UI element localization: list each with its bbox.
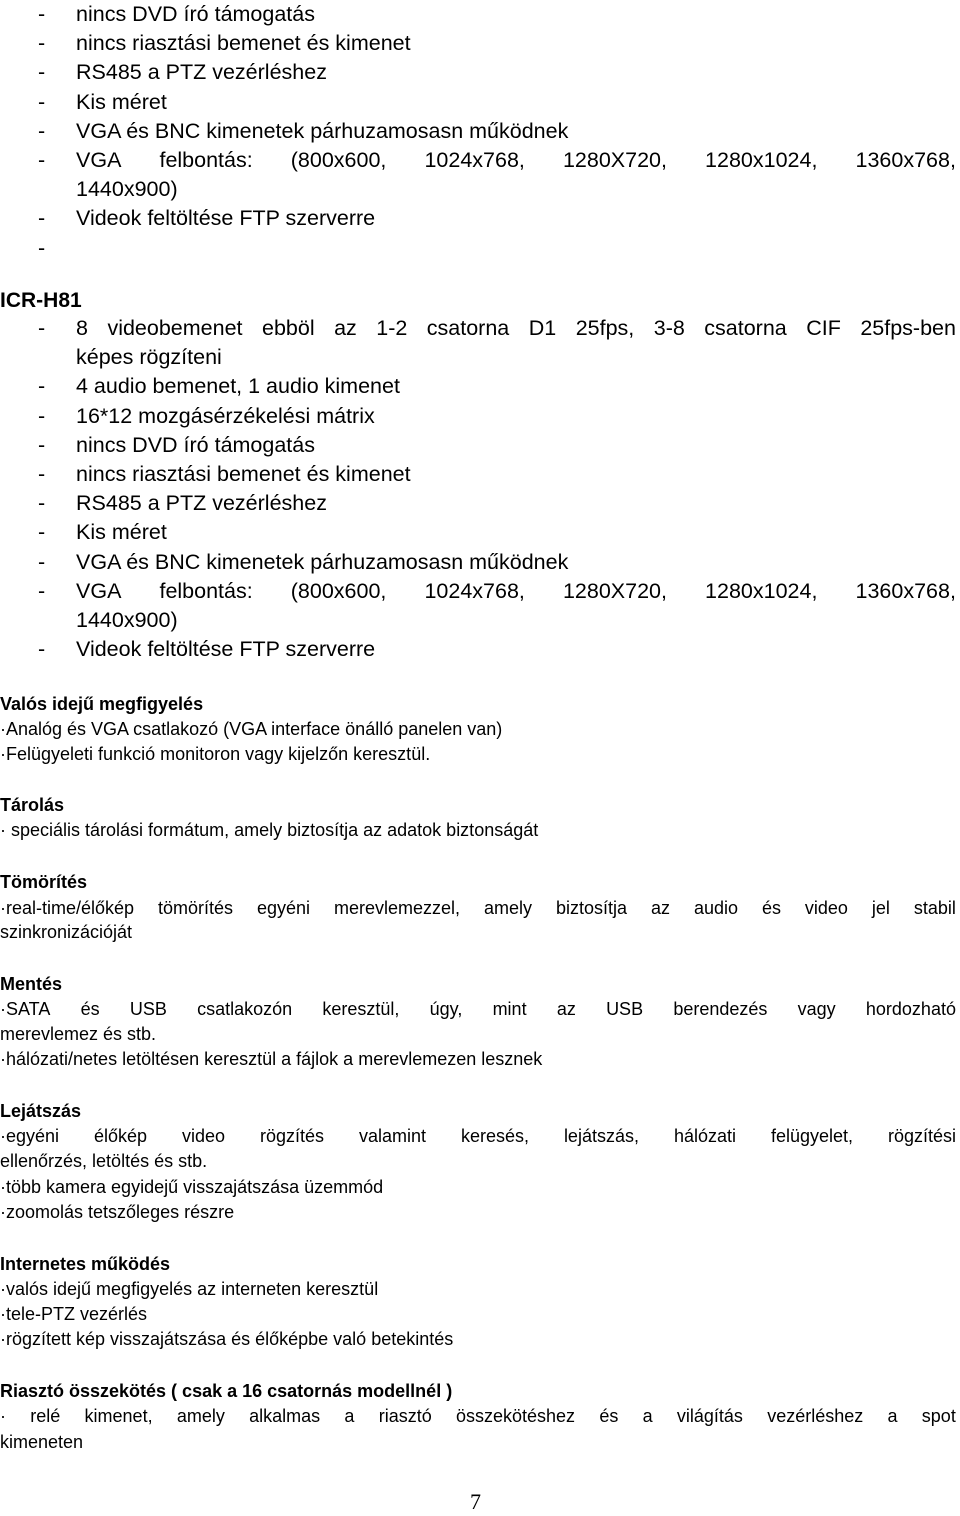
justified-line: VGA felbontás: (800x600, 1024x768, 1280X720, 1280x1024, 1360x768, bbox=[76, 578, 956, 603]
justified-line: VGA felbontás: (800x600, 1024x768, 1280X720, 1280x1024, 1360x768, bbox=[76, 148, 956, 173]
justified-line: · relé kimenet, amely alkalmas a riasztó összekötéshez és a világítás vezérléshez a spot bbox=[0, 1406, 956, 1426]
section-line: · speciális tárolási formátum, amely biztosítja az adatok biztonságát bbox=[0, 820, 539, 840]
model-heading: ICR-H81 bbox=[0, 289, 82, 312]
list-item-text: Kis méret bbox=[76, 520, 167, 545]
list-item-text: 16*12 mozgásérzékelési mátrix bbox=[76, 403, 375, 428]
justified-line: ·real-time/élőkép tömörítés egyéni merevlemezzel, amely biztosítja az audio és video jel stabil bbox=[0, 898, 956, 918]
list-item-text: RS485 a PTZ vezérléshez bbox=[76, 60, 327, 85]
section-line: szinkronizációját bbox=[0, 922, 133, 942]
section-heading-storage: Tárolás bbox=[0, 795, 65, 815]
justified-line: ·egyéni élőkép video rögzítés valamint keresés, lejátszás, hálózati felügyelet, rögzítési bbox=[0, 1126, 956, 1146]
list-item-continuation: 1440x900) bbox=[76, 608, 178, 633]
section-line: ·tele-PTZ vezérlés bbox=[0, 1304, 148, 1324]
list-item: - nincs riasztási bemenet és kimenet bbox=[38, 462, 411, 487]
list-item: - VGA és BNC kimenetek párhuzamosasn működnek bbox=[38, 118, 569, 143]
list-item-text: Kis méret bbox=[76, 89, 167, 114]
feature-list-previous-model bbox=[0, 0, 960, 263]
list-item: - RS485 a PTZ vezérléshez bbox=[38, 491, 327, 516]
page-number: 7 bbox=[470, 1489, 481, 1514]
section-line: merevlemez és stb. bbox=[0, 1024, 157, 1044]
list-item-text: nincs DVD író támogatás bbox=[76, 2, 315, 26]
list-item-empty: - bbox=[38, 235, 46, 260]
list-item: - nincs DVD író támogatás bbox=[38, 432, 315, 457]
list-item-text: Videok feltöltése FTP szerverre bbox=[76, 637, 376, 662]
list-item: - Videok feltöltése FTP szerverre bbox=[38, 637, 376, 662]
section-line: ·zoomolás tetszőleges részre bbox=[0, 1202, 235, 1222]
list-item: - Kis méret bbox=[38, 89, 167, 114]
list-item-continuation: képes rögzíteni bbox=[76, 345, 222, 370]
list-item-text: nincs riasztási bemenet és kimenet bbox=[76, 462, 411, 487]
section-heading-playback: Lejátszás bbox=[0, 1101, 82, 1121]
list-item: - Videok feltöltése FTP szerverre bbox=[38, 206, 376, 231]
list-item-text: Videok feltöltése FTP szerverre bbox=[76, 206, 376, 231]
list-item-text: nincs riasztási bemenet és kimenet bbox=[76, 31, 411, 56]
list-item-vga-resolution: - VGA felbontás: (800x600, 1024x768, 1280X720, 1280x1024, 1360x768, 1440x900) bbox=[0, 146, 960, 204]
justified-line: ·SATA és USB csatlakozón keresztül, úgy, mint az USB berendezés vagy hordozható bbox=[0, 999, 956, 1019]
section-line: ·Felügyeleti funkció monitoron vagy kijelzőn keresztül. bbox=[0, 744, 431, 764]
section-heading-alarm: Riasztó összekötés ( csak a 16 csatornás modellnél ) bbox=[0, 1381, 453, 1401]
list-item-text: VGA és BNC kimenetek párhuzamosasn működnek bbox=[76, 118, 569, 143]
list-item-vga-resolution: - VGA felbontás: (800x600, 1024x768, 1280X720, 1280x1024, 1360x768, 1440x900) bbox=[0, 577, 960, 635]
list-item: - 16*12 mozgásérzékelési mátrix bbox=[38, 403, 375, 428]
section-line: ·Analóg és VGA csatlakozó (VGA interface önálló panelen van) bbox=[0, 719, 503, 739]
list-item: - Kis méret bbox=[38, 520, 167, 545]
list-item: - nincs DVD író támogatás bbox=[38, 2, 315, 26]
section-heading-internet: Internetes működés bbox=[0, 1254, 171, 1274]
list-item-continuation: 1440x900) bbox=[76, 177, 178, 202]
section-line: ·hálózati/netes letöltésen keresztül a fájlok a merevlemezen lesznek bbox=[0, 1049, 543, 1069]
list-item-video-inputs: - 8 videobemenet ebböl az 1-2 csatorna D1 25fps, 3-8 csatorna CIF 25fps-ben képes rögzíteni bbox=[0, 314, 960, 372]
section-heading-backup: Mentés bbox=[0, 974, 63, 994]
list-item-text: VGA és BNC kimenetek párhuzamosasn működnek bbox=[76, 549, 569, 574]
list-item: - RS485 a PTZ vezérléshez bbox=[38, 60, 327, 85]
section-line: ·rögzített kép visszajátszása és élőképbe való betekintés bbox=[0, 1329, 454, 1349]
list-item: - nincs riasztási bemenet és kimenet bbox=[38, 31, 411, 56]
section-heading-realtime: Valós idejű megfigyelés bbox=[0, 694, 204, 714]
list-item-text: RS485 a PTZ vezérléshez bbox=[76, 491, 327, 516]
section-line: ·több kamera egyidejű visszajátszása üzemmód bbox=[0, 1177, 384, 1197]
section-line: kimeneten bbox=[0, 1432, 84, 1452]
feature-list-icr-h81 bbox=[0, 314, 960, 664]
justified-line: 8 videobemenet ebböl az 1-2 csatorna D1 25fps, 3-8 csatorna CIF 25fps-ben bbox=[76, 316, 956, 340]
section-heading-compression: Tömörítés bbox=[0, 872, 88, 892]
list-item-text: nincs DVD író támogatás bbox=[76, 432, 315, 457]
section-line: ·valós idejű megfigyelés az interneten keresztül bbox=[0, 1279, 379, 1299]
list-item-text: 4 audio bemenet, 1 audio kimenet bbox=[76, 374, 400, 399]
list-item: - VGA és BNC kimenetek párhuzamosasn működnek bbox=[38, 549, 569, 574]
section-line: ellenőrzés, letöltés és stb. bbox=[0, 1151, 208, 1171]
list-item: - 4 audio bemenet, 1 audio kimenet bbox=[38, 374, 400, 399]
